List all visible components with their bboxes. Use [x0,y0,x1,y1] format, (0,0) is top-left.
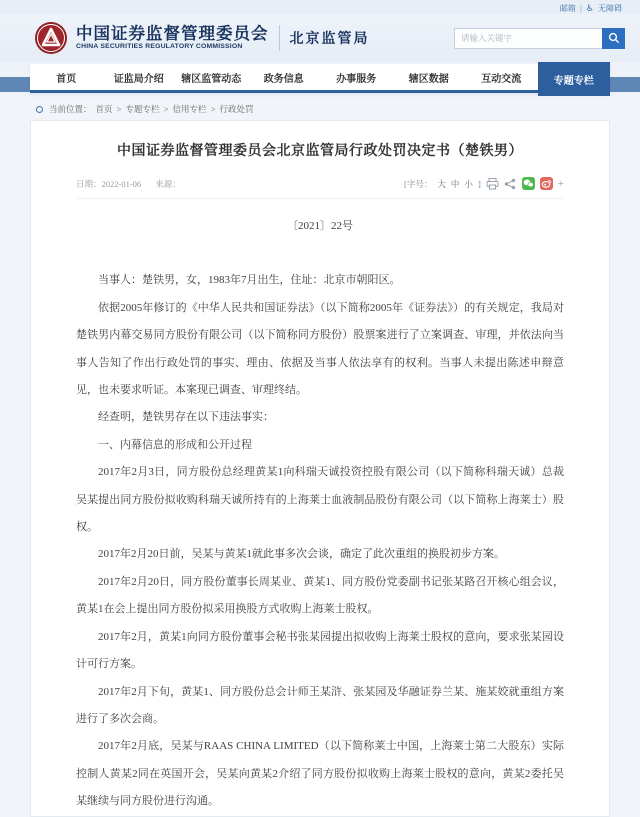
search-button[interactable] [602,28,625,49]
font-size-label: [字号： [404,178,433,189]
org-name-cn: 中国证券监督管理委员会 [76,24,269,43]
article-meta-bar [76,177,564,199]
font-size-large[interactable]: 大 [437,178,446,189]
document-paragraph: 当事人：楚铁男，女，1983年7月出生，住址：北京市朝阳区。 [98,274,401,287]
document-paragraph: 2017年2月下旬，黄某1、同方股份总会计师王某浒、张某园及华融证券兰某、施某姣就重组方案进行了多次会商。 [76,685,564,725]
breadcrumb-credit-column[interactable]: 信用专栏 [172,104,207,114]
wechat-share-icon[interactable] [522,177,535,190]
search-box [454,28,625,49]
weibo-share-icon[interactable] [540,177,553,190]
article-toolbar [404,177,564,190]
nav-item-regional-data[interactable]: 辖区数据 [408,73,449,85]
search-icon [608,32,620,44]
org-name-block [76,26,269,50]
document-paragraph: 2017年2月底，吴某与RAAS CHINA LIMITED（以下简称莱士中国，上海莱士第二大股东）实际控制人黄某2同在英国开会，吴某向黄某2介绍了同方股份拟收购上海莱士股权的意向，黄某2委托吴某继续与同方股份进行沟通。 [76,740,564,808]
site-header [0,14,640,62]
date-label: 日期： [76,178,102,189]
nav-item-gov-info[interactable]: 政务信息 [263,73,304,85]
document-paragraph: 依据2005年修订的《中华人民共和国证券法》（以下简称2005年《证券法》）的有关规定，我局对楚铁男内幕交易同方股份有限公司（以下简称同方股份）股票案进行了立案调查、审理，并依法向当事人告知了作出行政处罚的事实、理由、依据及当事人依法享有的权利。当事人未提出陈述申辩意见，也未要求听证。本案现已调查、审理终结。 [76,301,564,397]
font-size-medium[interactable]: 中 [450,178,460,189]
nav-bar [30,64,610,93]
org-name-en: CHINA SECURITIES REGULATORY COMMISSION [76,43,243,51]
main-nav [0,62,640,98]
document-body [76,213,564,816]
content-panel [30,120,610,817]
share-icon[interactable] [504,177,517,190]
font-size-label-close: ] [477,178,481,189]
nav-item-bureau-intro[interactable]: 证监局介绍 [113,73,164,85]
font-size-small[interactable]: 小 [464,178,473,189]
document-paragraph: 2017年2月20日前，吴某与黄某1就此事多次会谈，确定了此次重组的换股初步方案。 [98,548,505,561]
nav-item-home[interactable]: 首页 [56,73,77,85]
document-paragraph: 一、内幕信息的形成和公开过程 [98,438,252,451]
breadcrumb-home[interactable]: 首页 [95,104,113,114]
location-pin-icon [36,106,43,113]
breadcrumb-separator: > [210,104,216,114]
top-utility-bar [0,0,640,14]
document-number: 〔2021〕22号 [287,220,353,232]
article-date: 2022-01-06 [101,178,142,189]
breadcrumb-separator: > [163,104,169,114]
nav-item-special-topics[interactable]: 专题专栏 [538,62,611,96]
search-input[interactable] [454,28,602,49]
mail-link[interactable]: 邮箱 [559,3,576,13]
breadcrumb-separator: > [116,104,122,114]
page-title: 中国证券监督管理委员会北京监管局行政处罚决定书（楚铁男） [117,142,523,158]
breadcrumb [0,98,640,120]
document-paragraph: 经查明，楚铁男存在以下违法事实： [98,411,274,424]
topbar-separator: | [579,3,582,13]
document-paragraph: 2017年2月，黄某1向同方股份董事会秘书张某园提出拟收购上海莱士股权的意向，要求张某园设计可行方案。 [76,630,564,671]
document-paragraph: 2017年2月20日，同方股份董事长周某业、黄某1、同方股份党委副书记张某路召开核心组会议，黄某1在会上提出同方股份拟采用换股方式收购上海莱士股权。 [76,575,564,616]
bureau-name: 北京监管局 [289,30,370,46]
accessibility-icon: ♿ [585,2,594,13]
csrc-logo-icon [34,21,68,55]
breadcrumb-prefix: 当前位置： [49,104,92,114]
header-divider [279,25,280,51]
document-paragraph: 2017年2月3日，同方股份总经理黄某1向科瑞天诚投资控股有限公司（以下简称科瑞天诚）总裁吴某提出同方股份拟收购科瑞天诚所持有的上海莱士血液制品股份有限公司（以下简称上海莱士）股权。 [76,466,564,534]
breadcrumb-special-topics[interactable]: 专题专栏 [125,104,160,114]
more-share-icon[interactable]: + [557,177,564,190]
breadcrumb-admin-penalty[interactable]: 行政处罚 [219,104,254,114]
print-icon[interactable] [486,177,499,190]
nav-item-interaction[interactable]: 互动交流 [481,73,522,85]
nav-item-services[interactable]: 办事服务 [336,73,377,85]
accessibility-link[interactable]: 无障碍 [598,3,622,13]
source-label: 来源： [155,178,181,189]
nav-item-regional-supervision[interactable]: 辖区监管动态 [181,73,242,85]
